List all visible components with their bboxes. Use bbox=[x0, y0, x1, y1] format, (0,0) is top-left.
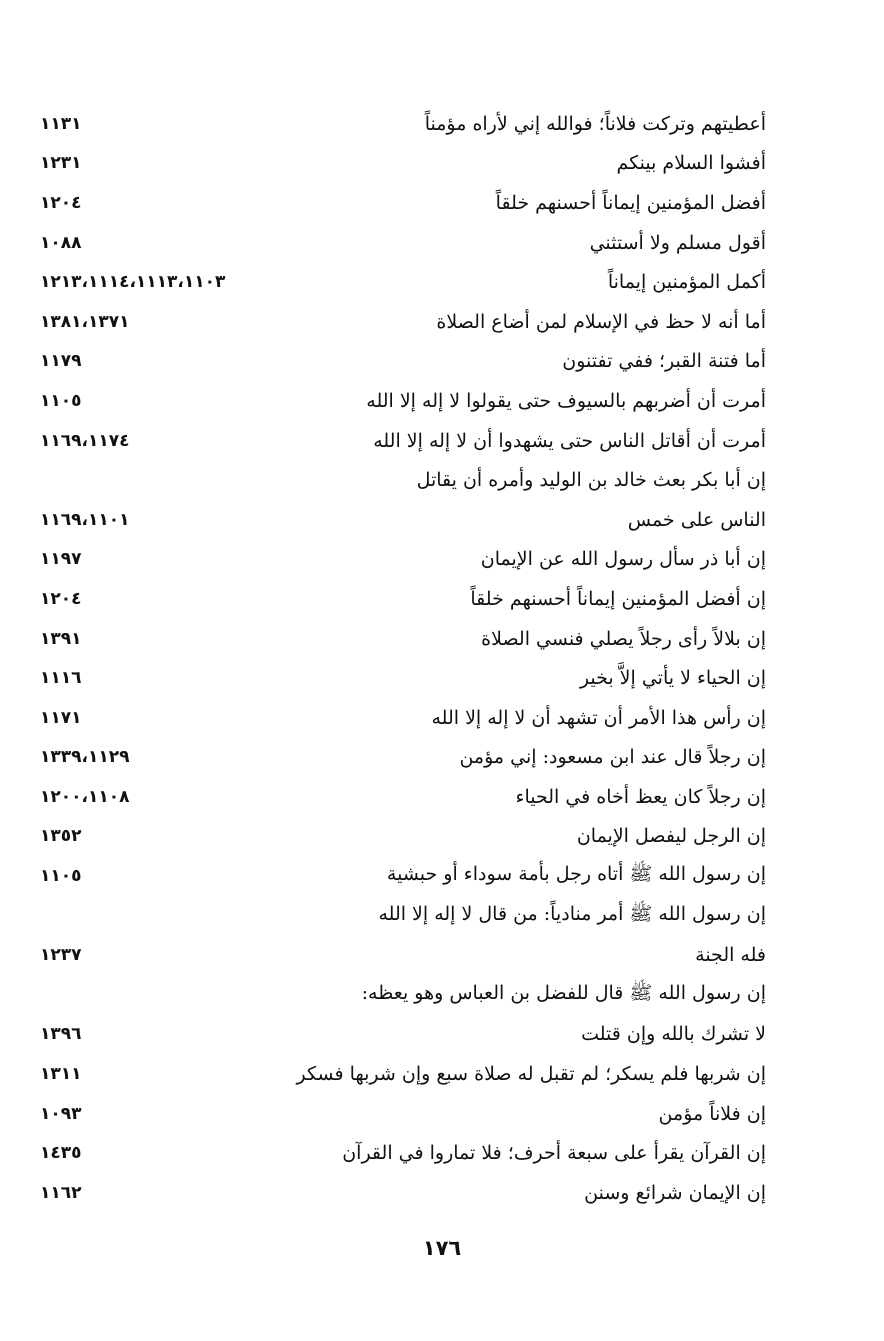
entry-text: إن الحياء لا يأتي إلاَّ بخير bbox=[579, 667, 766, 690]
entry-refs: ١٣٣٩،١١٢٩ bbox=[40, 747, 130, 768]
entry-refs: ١٤٣٥ bbox=[40, 1143, 82, 1164]
entry-text: أمرت أن أضربهم بالسيوف حتى يقولوا لا إله إلا الله bbox=[366, 389, 766, 412]
index-entry bbox=[40, 738, 766, 778]
entry-text: إن القرآن يقرأ على سبعة أحرف؛ فلا تماروا في القرآن bbox=[342, 1142, 766, 1165]
index-entry bbox=[40, 302, 766, 342]
entry-text: إن رأس هذا الأمر أن تشهد أن لا إله إلا الله bbox=[431, 706, 766, 729]
entry-refs: ١١٧١ bbox=[40, 707, 82, 728]
entry-text: أكمل المؤمنين إيماناً bbox=[607, 271, 766, 294]
entry-refs: ١٠٨٨ bbox=[40, 232, 82, 253]
entry-text: إن الرجل ليفصل الإيمان bbox=[576, 825, 766, 848]
entry-refs: ١٠٩٣ bbox=[40, 1103, 82, 1124]
index-entry bbox=[40, 935, 766, 975]
entry-text: إن فلاناً مؤمن bbox=[658, 1102, 766, 1125]
index-entry bbox=[40, 223, 766, 263]
entry-refs: ١٢٠٠،١١٠٨ bbox=[40, 786, 130, 807]
index-entry bbox=[40, 183, 766, 223]
entry-refs: ١١٠٥ bbox=[40, 390, 82, 411]
index-entry bbox=[40, 1133, 766, 1173]
index-entry bbox=[40, 144, 766, 184]
index-entry bbox=[40, 1015, 766, 1055]
entry-text: أقول مسلم ولا أستثني bbox=[589, 231, 766, 254]
entry-text: أما أنه لا حظ في الإسلام لمن أضاع الصلاة bbox=[436, 310, 766, 333]
entry-refs: ١٢٣٧ bbox=[40, 945, 82, 966]
entry-refs: ١٣٥٢ bbox=[40, 826, 82, 847]
index-entry bbox=[40, 104, 766, 144]
entry-text: فله الجنة bbox=[695, 944, 766, 967]
entry-refs: ١٢٣١ bbox=[40, 153, 82, 174]
entry-text: إن شربها فلم يسكر؛ لم تقبل له صلاة سبع وإن شربها فسكر bbox=[296, 1063, 766, 1086]
entry-text: إن أبا ذر سأل رسول الله عن الإيمان bbox=[480, 548, 766, 571]
entry-text: إن رسول الله ﷺ أمر منادياً: من قال لا إله إلا الله bbox=[378, 902, 766, 925]
entry-text: إن رجلاً قال عند ابن مسعود: إني مؤمن bbox=[459, 746, 766, 769]
entry-text: إن رسول الله ﷺ قال للفضل بن العباس وهو يعظه: bbox=[361, 981, 766, 1004]
index-entry bbox=[40, 342, 766, 382]
entry-refs: ١١٣١ bbox=[40, 113, 82, 134]
entry-text: أفشوا السلام بينكم bbox=[616, 152, 766, 175]
index-entry bbox=[40, 698, 766, 738]
index-entry bbox=[40, 817, 766, 857]
index-entry bbox=[40, 975, 766, 1015]
index-entry bbox=[40, 619, 766, 659]
index-entry bbox=[40, 1054, 766, 1094]
entry-text: إن بلالاً رأى رجلاً يصلي فنسي الصلاة bbox=[481, 627, 766, 650]
entry-refs: ١٢١٣،١١١٤،١١١٣،١١٠٣ bbox=[40, 272, 226, 293]
index-entry bbox=[40, 262, 766, 302]
entry-refs: ١١٦٢ bbox=[40, 1182, 82, 1203]
entry-refs: ١١٦٩،١١٠١ bbox=[40, 509, 130, 530]
entry-text: أفضل المؤمنين إيماناً أحسنهم خلقاً bbox=[495, 191, 766, 214]
index-entry bbox=[40, 777, 766, 817]
entry-refs: ١٣٨١،١٣٧١ bbox=[40, 311, 130, 332]
entry-refs: ١١١٦ bbox=[40, 668, 82, 689]
entry-refs: ١١٧٩ bbox=[40, 351, 82, 372]
index-entry bbox=[40, 579, 766, 619]
entry-text: الناس على خمس bbox=[627, 508, 766, 531]
index-entry bbox=[40, 381, 766, 421]
entry-refs: ١١٩٧ bbox=[40, 549, 82, 570]
entry-refs: ١١٠٥ bbox=[40, 866, 82, 887]
index-list bbox=[40, 104, 766, 1213]
entry-text: إن أبا بكر بعث خالد بن الوليد وأمره أن يقاتل bbox=[416, 469, 766, 492]
index-entry bbox=[40, 1173, 766, 1213]
entry-text: لا تشرك بالله وإن قتلت bbox=[581, 1023, 766, 1046]
entry-refs: ١٢٠٤ bbox=[40, 192, 82, 213]
entry-refs: ١٣١١ bbox=[40, 1064, 82, 1085]
entry-text: إن أفضل المؤمنين إيماناً أحسنهم خلقاً bbox=[470, 587, 766, 610]
entry-text: إن رسول الله ﷺ أتاه رجل بأمة سوداء أو حبشية bbox=[386, 863, 766, 886]
index-entry bbox=[40, 500, 766, 540]
index-entry bbox=[40, 1094, 766, 1134]
entry-text: إن الإيمان شرائع وسنن bbox=[584, 1181, 766, 1204]
index-entry bbox=[40, 540, 766, 580]
entry-text: أما فتنة القبر؛ ففي تفتنون bbox=[562, 350, 766, 373]
entry-refs: ١١٦٩،١١٧٤ bbox=[40, 430, 130, 451]
index-entry bbox=[40, 856, 766, 896]
entry-refs: ١٣٩٦ bbox=[40, 1024, 82, 1045]
entry-text: إن رجلاً كان يعظ أخاه في الحياء bbox=[515, 785, 766, 808]
entry-text: أمرت أن أقاتل الناس حتى يشهدوا أن لا إله إلا الله bbox=[373, 429, 766, 452]
entry-refs: ١٢٠٤ bbox=[40, 588, 82, 609]
index-entry bbox=[40, 460, 766, 500]
page-number: ١٧٦ bbox=[422, 1236, 462, 1260]
entry-refs: ١٣٩١ bbox=[40, 628, 82, 649]
entry-text: أعطيتهم وتركت فلاناً؛ فوالله إني لأراه مؤمناً bbox=[424, 112, 766, 135]
index-entry bbox=[40, 896, 766, 936]
index-entry bbox=[40, 421, 766, 461]
index-entry bbox=[40, 658, 766, 698]
